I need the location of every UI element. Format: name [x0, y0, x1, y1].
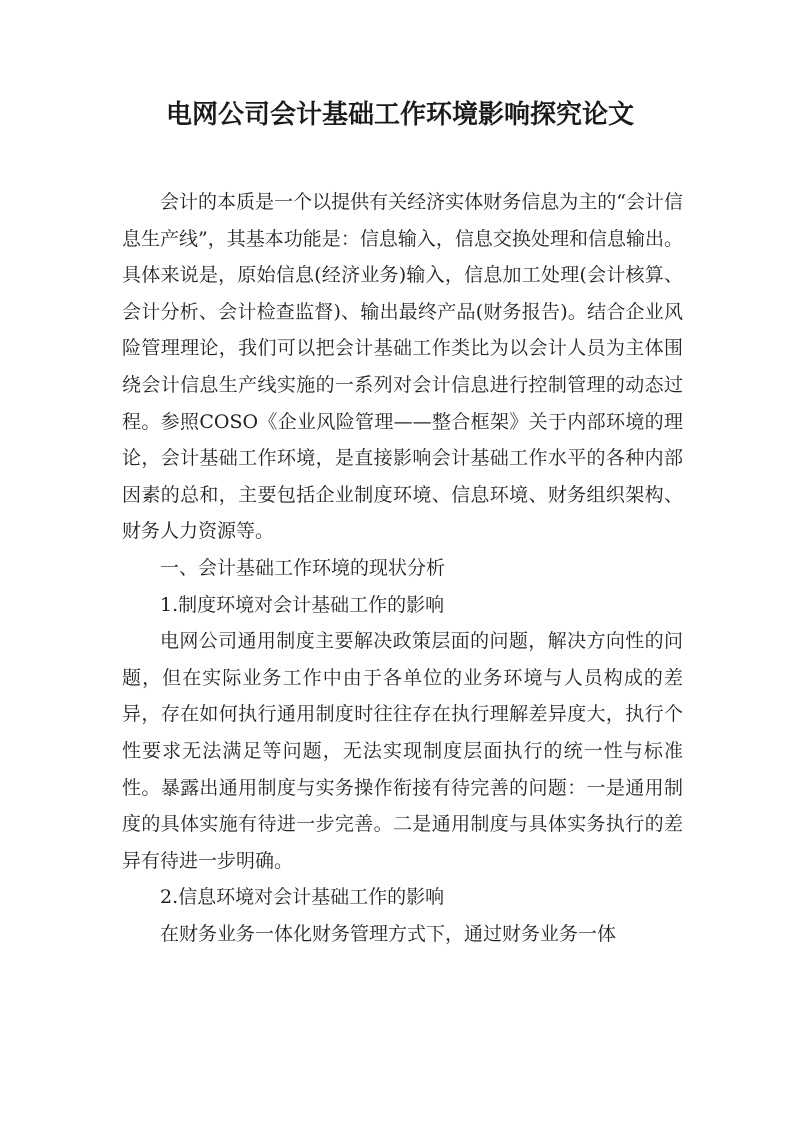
- document-title: 电网公司会计基础工作环境影响探究论文: [165, 100, 634, 130]
- intro-paragraph: 会计的本质是一个以提供有关经济实体财务信息为主的“会计信息生产线”，其基本功能是：信息输入，信息交换处理和信息输出。具体来说是，原始信息(经济业务)输入，信息加工处理(会计核算、会计分析、会计检查监督)、输出最终产品(财务报告)。结合企业风险管理理论，我们可以把会计基础工作类比为以会计人员为主体围绕会计信息生产线实施的一系列对会计信息进行控制管理的动态过程。参照COSO《企业风险管理——整合框架》关于内部环境的理论，会计基础工作环境，是直接影响会计基础工作水平的各种内部因素的总和，主要包括企业制度环境、信息环境、财务组织架构、财务人力资源等。: [122, 191, 683, 543]
- document-body: [122, 184, 683, 952]
- subsection-heading: 1.制度环境对会计基础工作的影响: [160, 593, 445, 616]
- body-paragraph: 电网公司通用制度主要解决政策层面的问题，解决方向性的问题，但在实际业务工作中由于各单位的业务环境与人员构成的差异，存在如何执行通用制度时往往存在执行理解差异度大，执行个性要求无法满足等问题，无法实现制度层面执行的统一性与标准性。暴露出通用制度与实务操作衔接有待完善的问题：一是通用制度的具体实施有待进一步完善。二是通用制度与具体实务执行的差异有待进一步明确。: [122, 630, 683, 872]
- body-paragraph: 在财务业务一体化财务管理方式下，通过财务业务一体: [160, 922, 617, 945]
- subsection-heading: 2.信息环境对会计基础工作的影响: [160, 886, 445, 909]
- section-heading: 一、会计基础工作环境的现状分析: [160, 556, 446, 579]
